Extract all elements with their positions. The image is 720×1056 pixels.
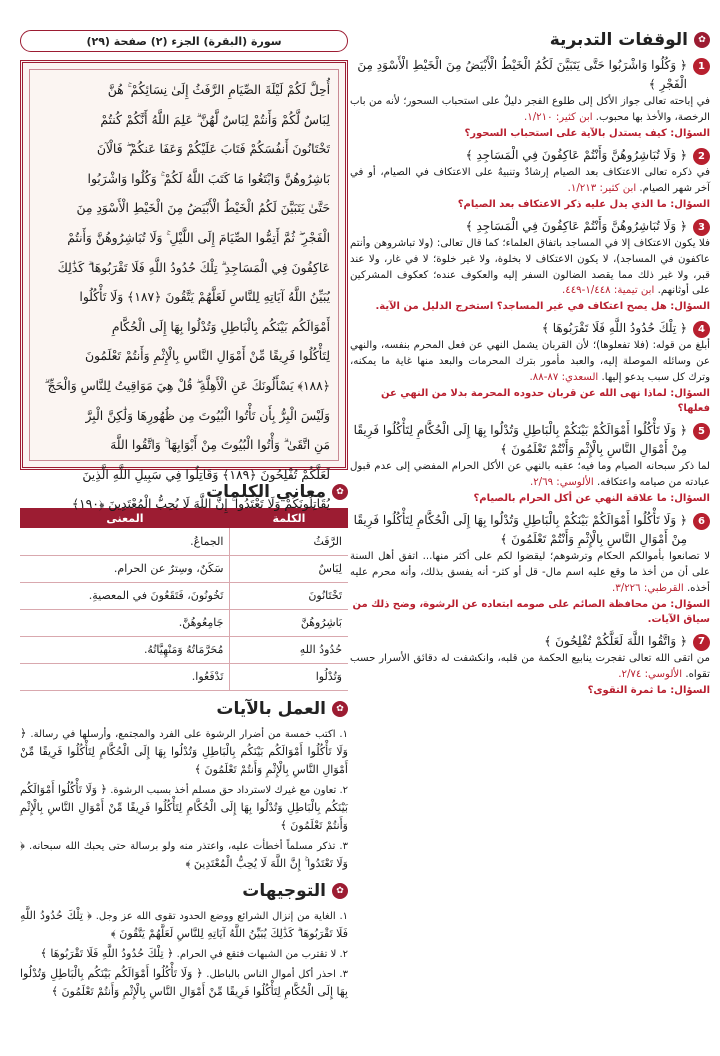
reflection-question: السؤال: ما ثمرة التقوى؟ (587, 684, 710, 696)
reflection-item (350, 56, 710, 141)
reflection-body (350, 94, 710, 126)
meaning-cell: جَامِعُوهُنَّ. (20, 609, 230, 636)
reflection-verse-row (350, 217, 710, 236)
reflection-question: السؤال: كيف يستدل بالآية على استحباب السحور؟ (464, 128, 710, 139)
reflection-source: الألوسي: ٢/٧٤. (618, 668, 683, 680)
reflection-verse: ﴿ وَلَا تُبَاشِرُوهُنَّ وَأَنْتُمْ عَاكِفُونَ فِي الْمَسَاجِدِ ﴾ (465, 148, 687, 162)
quran-line: عَاكِفُونَ فِي الْمَسَاجِدِ ۗ تِلْكَ حُدُودُ اللَّهِ فَلَا تَقْرَبُوهَا ۗ كَذَٰلِكَ (57, 260, 330, 275)
reflections-list (350, 56, 710, 698)
tip-item (20, 945, 348, 963)
reflection-item (350, 511, 710, 627)
reflection-item (350, 632, 710, 698)
reflection-number: 1 (693, 58, 710, 75)
reflection-source: الألوسي: ٢/٦٩. (529, 477, 594, 489)
quran-line: وَلَيْسَ الْبِرُّ بِأَن تَأْتُوا الْبُيُوتَ مِن ظُهُورِهَا وَلَٰكِنَّ الْبِرَّ (85, 408, 330, 423)
reflection-body (350, 338, 710, 385)
quran-line: بَاشِرُوهُنَّ وَابْتَغُوا مَا كَتَبَ اللَّهُ لَكُمْ ۚ وَكُلُوا وَاشْرَبُوا (87, 171, 330, 186)
reflection-body (350, 236, 710, 299)
word-row (20, 555, 348, 582)
reflection-body (350, 459, 710, 491)
reflection-body (350, 651, 710, 683)
ornament-icon: ✿ (694, 32, 710, 48)
work-item (20, 781, 348, 835)
word-cell: تَخْتَانُونَ (230, 582, 348, 609)
tip-item-text: ٢. لا تقترب من الشبهات فتقع في الحرام. (176, 948, 348, 960)
quran-line: يُبَيِّنُ اللَّهُ آيَاتِهِ لِلنَّاسِ لَعَلَّهُمْ يَتَّقُونَ ﴿١٨٧﴾ وَلَا تَأْكُلُوا (79, 290, 330, 305)
ornament-icon: ✿ (332, 883, 348, 899)
tip-item (20, 907, 348, 943)
tip-item-text: ١. الغاية من إنزال الشرائع ووضع الحدود تقوى الله عز وجل. (95, 910, 348, 922)
reflection-source: ابن تيمية: ١/٤٤٨-٤٤٩. (561, 285, 655, 297)
reflection-question: السؤال: ما الذي يدل عليه ذكر الاعتكاف بعد الصيام؟ (457, 198, 710, 210)
work-title: العمل بالآيات (216, 698, 326, 719)
reflection-item (350, 421, 710, 506)
reflection-verse-row (350, 632, 710, 651)
reflection-text: لما ذكر سبحانه الصيام وما فيه؛ عقبه بالنهي عن الأكل الحرام المفضي إلى عدم قبول عبادته من صيامه واعتكافه. (350, 461, 710, 489)
reflection-question: السؤال: ما علاقة النهي عن أكل الحرام بالصيام؟ (473, 492, 710, 504)
reflection-text: أبلغ من قوله: (فلا تفعلوها)؛ لأن القربان يشمل النهي عن فعل المحرم بنفسه، والنهي عن وسائله الموصلة إليه، والعبد مأمور بترك المحرمات والبعد منها غاية ما يمكنه، وترك كل سبب يدعو إليها. (350, 340, 710, 384)
work-list (20, 725, 348, 873)
reflection-question: السؤال: هل يصح اعتكاف في غير المساجد؟ استخرج الدليل من الآية. (375, 301, 710, 313)
reflections-column (350, 30, 710, 703)
reflection-item (350, 146, 710, 212)
reflection-verse: ﴿ وَلَا تَأْكُلُوا أَمْوَالَكُمْ بَيْنَكُمْ بِالْبَاطِلِ وَتُدْلُوا بِهَا إِلَى الْحُكَّامِ لِتَأْكُلُوا فَرِيقًا مِنْ أَمْوَالِ النَّاسِ بِالْإِثْمِ وَأَنْتُمْ تَعْلَمُونَ ﴾ (353, 422, 687, 457)
reflection-verse: ﴿ وَاتَّقُوا اللَّهَ لَعَلَّكُمْ تُفْلِحُونَ ﴾ (544, 633, 687, 648)
work-item-text: ١. اكتب خمسة من أضرار الرشوة على الفرد والمجتمع، وأرسلها في رسالة. (30, 728, 348, 740)
quran-line: حَتَّىٰ يَتَبَيَّنَ لَكُمُ الْخَيْطُ الْأَبْيَضُ مِنَ الْخَيْطِ الْأَسْوَدِ مِنَ (76, 201, 330, 216)
reflection-text: فلا يكون الاعتكاف إلا في المساجد باتفاق العلماء؛ كما قال تعالى: (ولا تباشروهن وأنتم عاكفون في المساجد)، لا يكون الاعتكاف لا بخلوة، ولا غير خلوة؛ لا في غار، ولا عند قبر، ولا غير ذلك مما يقصد الضالون السفر إليه والعكوف عنده؛ كعكوف المشركين على أوثانهم. (350, 238, 710, 297)
reflection-body (350, 165, 710, 197)
meaning-cell: سَكَنٌ، وسِترٌ عن الحرام. (20, 555, 230, 582)
tips-list (20, 907, 348, 1001)
reflection-verse: ﴿ تِلْكَ حُدُودُ اللَّهِ فَلَا تَقْرَبُوهَا ﴾ (541, 321, 687, 336)
column-header-word: الكلمة (230, 508, 348, 528)
reflection-item (350, 217, 710, 314)
word-cell: وَتُدْلُوا (230, 663, 348, 690)
reflection-number: 4 (693, 321, 710, 338)
reflection-number: 7 (693, 634, 710, 651)
word-row (20, 636, 348, 663)
left-column (20, 30, 348, 1003)
quran-line: لِبَاسٌ لَّكُمْ وَأَنتُمْ لِبَاسٌ لَّهُنَّ ۗ عَلِمَ اللَّهُ أَنَّكُمْ كُنتُمْ (100, 112, 330, 127)
reflection-source: القرطبي: ٣/٢٢٦. (612, 582, 684, 594)
tip-item-verse: ﴿ تِلْكَ حُدُودُ اللَّهِ فَلَا تَقْرَبُوهَا ﴾ (40, 946, 174, 960)
meaning-cell: مُحَرَّمَاتُهُ وَمَنْهِيَّاتُهُ. (20, 636, 230, 663)
reflection-text: من اتقى الله تعالى تفجرت ينابيع الحكمة من قلبه، وانكشفت له دقائق الأسرار حسب تقواه. (350, 652, 710, 680)
reflection-verse-row (350, 511, 710, 549)
work-item-verse: ﴿ وَلَا تَأْكُلُوا أَمْوَالَكُم بَيْنَكُم بِالْبَاطِلِ وَتُدْلُوا بِهَا إِلَى الْحُكَّامِ لِتَأْكُلُوا فَرِيقًا مِّنْ أَمْوَالِ النَّاسِ بِالْإِثْمِ وَأَنتُمْ تَعْلَمُونَ ﴾ (20, 782, 348, 832)
quran-line: ﴿١٨٨﴾ يَسْأَلُونَكَ عَنِ الْأَهِلَّةِ ۖ قُلْ هِيَ مَوَاقِيتُ لِلنَّاسِ وَالْحَجِّ ۗ (44, 378, 330, 393)
reflection-number: 6 (693, 513, 710, 530)
work-item (20, 837, 348, 873)
reflection-question: السؤال: من محافظة الصائم على صومه ابتعاده عن الرشوة، وضح ذلك من سياق الآيات. (352, 598, 710, 625)
meaning-cell: تَدْفَعُوا. (20, 663, 230, 690)
word-meanings-table (20, 508, 348, 691)
meaning-cell: تَخُونُونَ، فَتَقَعُونَ في المعصيةِ. (20, 582, 230, 609)
quran-line: لَعَلَّكُمْ تُفْلِحُونَ ﴿١٨٩﴾ وَقَاتِلُوا فِي سَبِيلِ اللَّهِ الَّذِينَ (82, 467, 330, 482)
reflection-verse-row (350, 421, 710, 459)
reflection-number: 5 (693, 423, 710, 440)
surah-header: سورة (البقرة) الجزء (٢) صفحة (٢٩) (20, 30, 348, 52)
column-header-meaning: المعنى (20, 508, 230, 528)
reflection-number: 2 (693, 148, 710, 165)
words-title: معاني الكلمات (206, 482, 326, 502)
work-item-text: ٢. تعاون مع غيرك لاسترداد حق مسلم أخذ بسبب الرشوة. (110, 784, 348, 796)
work-item-verse: ﴿ وَلَا تَأْكُلُوا أَمْوَالَكُم بَيْنَكُم بِالْبَاطِلِ وَتُدْلُوا بِهَا إِلَى الْحُكَّامِ لِتَأْكُلُوا فَرِيقًا مِّنْ أَمْوَالِ النَّاسِ بِالْإِثْمِ وَأَنتُمْ تَعْلَمُونَ ﴾ (20, 726, 348, 776)
quran-line: لِتَأْكُلُوا فَرِيقًا مِّنْ أَمْوَالِ النَّاسِ بِالْإِثْمِ وَأَنتُمْ تَعْلَمُونَ (85, 349, 330, 364)
tip-item-verse: ﴿ وَلَا تَأْكُلُوا أَمْوَالَكُم بَيْنَكُم بِالْبَاطِلِ وَتُدْلُوا بِهَا إِلَى الْحُكَّامِ لِتَأْكُلُوا فَرِيقًا مِّنْ أَمْوَالِ النَّاسِ بِالْإِثْمِ وَأَنتُمْ تَعْلَمُونَ ﴾ (20, 966, 348, 998)
meaning-cell: الجماعُ. (20, 528, 230, 555)
word-row (20, 582, 348, 609)
ornament-icon: ✿ (332, 701, 348, 717)
reflection-source: ابن كثير: ١/٢١٠. (524, 112, 593, 124)
reflection-item (350, 319, 710, 416)
reflections-title: الوقفات التدبرية (549, 30, 688, 50)
quran-line: تَخْتَانُونَ أَنفُسَكُمْ فَتَابَ عَلَيْكُمْ وَعَفَا عَنكُمْ ۖ فَالْآنَ (96, 142, 330, 157)
reflection-text: لا تصانعوا بأموالكم الحكام وترشوهم؛ ليقضوا لكم على أكثر منها... اتفق أهل السنة على أن من أخذ ما وقع عليه اسم مال- قل أو كثر- أنه يفسق بذلك، وأنه محرم عليه أخذه. (350, 551, 710, 594)
word-cell: الرَّفَثُ (230, 528, 348, 555)
work-header (20, 699, 348, 719)
tip-item-text: ٣. احذر أكل أموال الناس بالباطل. (206, 968, 348, 980)
word-row (20, 609, 348, 636)
quran-line: الْفَجْرِ ۖ ثُمَّ أَتِمُّوا الصِّيَامَ إِلَى اللَّيْلِ ۚ وَلَا تُبَاشِرُوهُنَّ وَأَنتُمْ (67, 230, 330, 245)
word-cell: لِبَاسٌ (230, 555, 348, 582)
reflection-source: ابن كثير: ١/٢١٣. (567, 183, 637, 194)
tips-header (20, 881, 348, 901)
quran-line: يُقَاتِلُونَكُمْ وَلَا تَعْتَدُوا ۚ إِنَّ اللَّهَ لَا يُحِبُّ الْمُعْتَدِينَ ﴿١٩٠﴾ (71, 497, 330, 512)
tips-title: التوجيهات (242, 880, 326, 901)
tip-item-verse: ﴿ تِلْكَ حُدُودُ اللَّهِ فَلَا تَقْرَبُوهَا ۗ كَذَٰلِكَ يُبَيِّنُ اللَّهُ آيَاتِهِ لِلنَّاسِ لَعَلَّهُمْ يَتَّقُونَ ﴾ (20, 908, 348, 940)
tip-item (20, 965, 348, 1001)
ornament-icon: ✿ (332, 484, 348, 500)
reflection-number: 3 (693, 219, 710, 236)
reflection-verse-row (350, 319, 710, 338)
reflection-body (350, 549, 710, 596)
word-row (20, 528, 348, 555)
reflection-verse-row (350, 56, 710, 94)
reflection-source: السعدي: ٨٧-٨٨. (529, 372, 599, 384)
quran-line: مَنِ اتَّقَىٰ ۗ وَأْتُوا الْبُيُوتَ مِنْ أَبْوَابِهَا ۚ وَاتَّقُوا اللَّهَ (110, 438, 330, 453)
word-row (20, 663, 348, 690)
work-item-text: ٣. تذكر مسلماً أخطأت عليه، واعتذر منه ولو برسالة حتى يحبك الله سبحانه. (28, 840, 348, 852)
quran-line: أَمْوَالَكُم بَيْنَكُم بِالْبَاطِلِ وَتُدْلُوا بِهَا إِلَى الْحُكَّامِ (111, 319, 330, 334)
work-item-verse: ﴿ وَلَا تَعْتَدُوا ۚ إِنَّ اللَّهَ لَا يُحِبُّ الْمُعْتَدِينَ ﴾ (20, 838, 348, 870)
reflections-header (350, 30, 710, 50)
reflection-verse: ﴿ وَكُلُوا وَاشْرَبُوا حَتَّى يَتَبَيَّنَ لَكُمُ الْخَيْطُ الْأَبْيَضُ مِنَ الْخَيْطِ الْأَسْوَدِ مِنَ الْفَجْرِ ﴾ (357, 58, 687, 92)
reflection-text: في إباحته تعالى جواز الأكل إلى طلوع الفجر دليلٌ على استحباب السحور؛ لأنه من باب الرخصة، والأخذ بها محبوب. (350, 96, 710, 124)
word-cell: بَاشِرُوهُنَّ (230, 609, 348, 636)
quran-line: أُحِلَّ لَكُمْ لَيْلَةَ الصِّيَامِ الرَّفَثُ إِلَىٰ نِسَائِكُمْ ۚ هُنَّ (107, 83, 330, 97)
reflection-text: في ذكره تعالى الاعتكاف بعد الصيام إرشادٌ وتنبيهٌ على الاعتكاف في الصيام، أو في آخر شهر الصيام. (350, 167, 710, 194)
word-cell: حُدُودُ اللهِ (230, 636, 348, 663)
work-item (20, 725, 348, 779)
reflection-verse-row (350, 146, 710, 165)
reflection-verse: ﴿ وَلَا تَأْكُلُوا أَمْوَالَكُمْ بَيْنَكُمْ بِالْبَاطِلِ وَتُدْلُوا بِهَا إِلَى الْحُكَّامِ لِتَأْكُلُوا فَرِيقًا مِنْ أَمْوَالِ النَّاسِ بِالْإِثْمِ وَأَنْتُمْ تَعْلَمُونَ ﴾ (353, 512, 687, 547)
reflection-question: السؤال: لماذا نهى الله عن قربان حدوده المحرمة بدلا من النهي عن فعلها؟ (380, 387, 710, 414)
reflection-verse: ﴿ وَلَا تُبَاشِرُوهُنَّ وَأَنْتُمْ عَاكِفُونَ فِي الْمَسَاجِدِ ﴾ (465, 218, 687, 233)
